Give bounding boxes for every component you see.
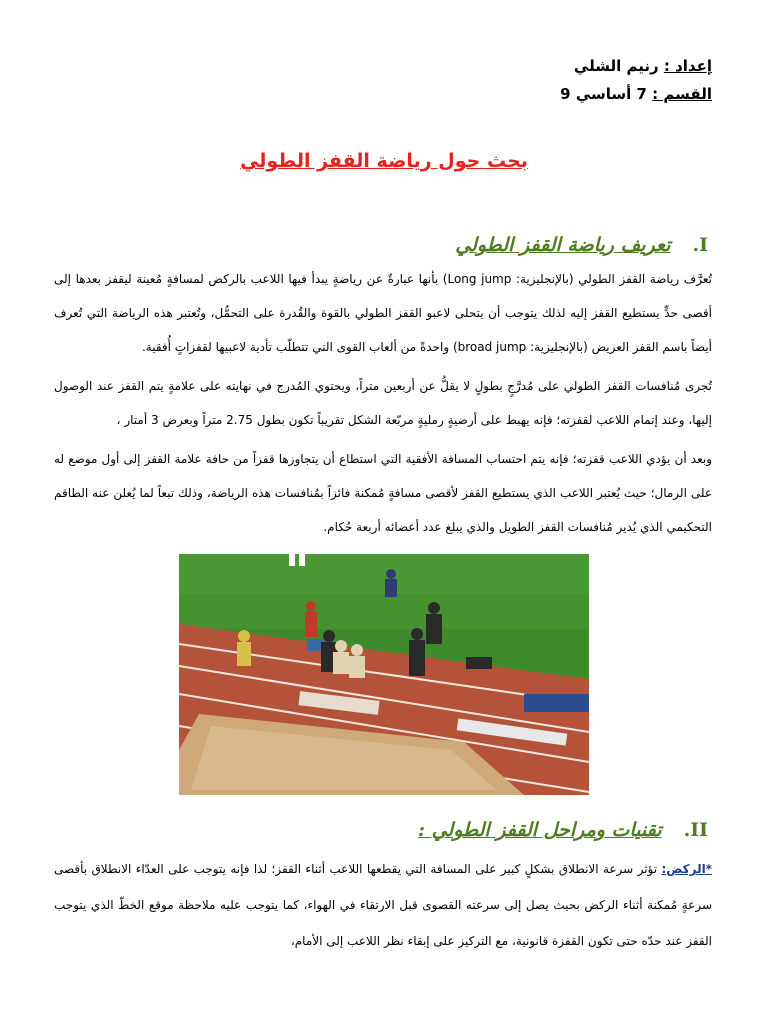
- author-name: رنيم الشلي: [573, 57, 659, 75]
- paragraph: وبعد أن يؤدي اللاعب قفزته؛ فإنه يتم احتساب المسافة الأفقية التي استطاع أن يتجاوزها قفزاً من حافة علامة القفز إلى أول موضع له على الرمال؛ حيث يُعتبر اللاعب الذي يستطيع القفز لأقصى مسافةٍ مُمكنة فائزاً بمُنافسات هذه الرياضة، وذلك تبعاً لما يُعلن عنه الطاقم التحكيمي الذي يُدير مُنافسات القفز الطويل والذي يبلغ عدد أعضائه أربعة حُكام.: [54, 452, 712, 534]
- paragraph: تُعرَّف رياضة القفز الطولي (بالإنجليزية: Long jump) بأنها عبارةٌ عن رياضةٍ يبدأ فيها اللاعب بالركض لمسافةٍ مُعينة ليقفز بعدها إلى أقصى حدٍّ يستطيع القفز إليه لذلك يتوجب أن يتحلى لاعبو القفز الطولي بالقوة والقُدرة على التحمُّل، وتُعتبر هذه الرياضة التي تُعرف أيضاً باسم القفز العريض (بالإنجليزية: broad jump) واحدةً من ألعاب القوى التي تتطلّب تأدية لاعبيها لقفزاتٍ أُفقية.: [54, 272, 712, 354]
- class-line: [560, 84, 712, 104]
- section-number: II.: [683, 819, 708, 841]
- author-line: [574, 56, 712, 76]
- document-title: بحث حول رياضة القفز الطولي: [240, 150, 528, 172]
- author-label: إعداد :: [663, 57, 712, 75]
- stadium-illustration: [179, 554, 589, 795]
- class-label: القسم :: [652, 85, 712, 103]
- paragraph: [54, 851, 712, 959]
- lead-term: *الركض:: [661, 862, 712, 876]
- section-title: تعريف رياضة القفز الطولي: [455, 234, 671, 256]
- section-heading: [418, 819, 708, 841]
- paragraph: تُجرى مُنافسات القفز الطولي على مُدرَّجٍ بطولٍ لا يقلُّ عن أربعين متراً، ويحتوي المُدرج في نهايته على علامةٍ يتم القفز عند الوصول إليها، وعند إتمام اللاعب لقفزته؛ فإنه يهبط على أرضيةٍ رمليةٍ مربّعة الشكل تقريباً تكون بطول 2.75 متراً وبعرض 3 أمتار ،: [54, 379, 712, 427]
- paragraph-text: تؤثر سرعة الانطلاق بشكلٍ كبير على المسافة التي يقطعها اللاعب أثناء القفز؛ لذا فإنه يتوجب على العدّاء الانطلاق بأقصى سرعةٍ مُمكنة أثناء الركض بحيث يصل إلى سرعته القصوى قبل الارتقاء في الهواء، كما يتوجب عليه ملاحظة موقع الخطّ الذي يتوجب القفز عند حدّه حتى تكون القفزة قانونية، مع التركيز على إبقاء نظر اللاعب إلى الأمام،: [54, 862, 712, 948]
- section-title: تقنيات ومراحل القفز الطولي :: [417, 819, 662, 841]
- class-value: 7 أساسي 9: [560, 85, 647, 103]
- long-jump-photo: [179, 554, 589, 795]
- section-heading: [455, 234, 708, 256]
- section-number: I.: [692, 234, 708, 256]
